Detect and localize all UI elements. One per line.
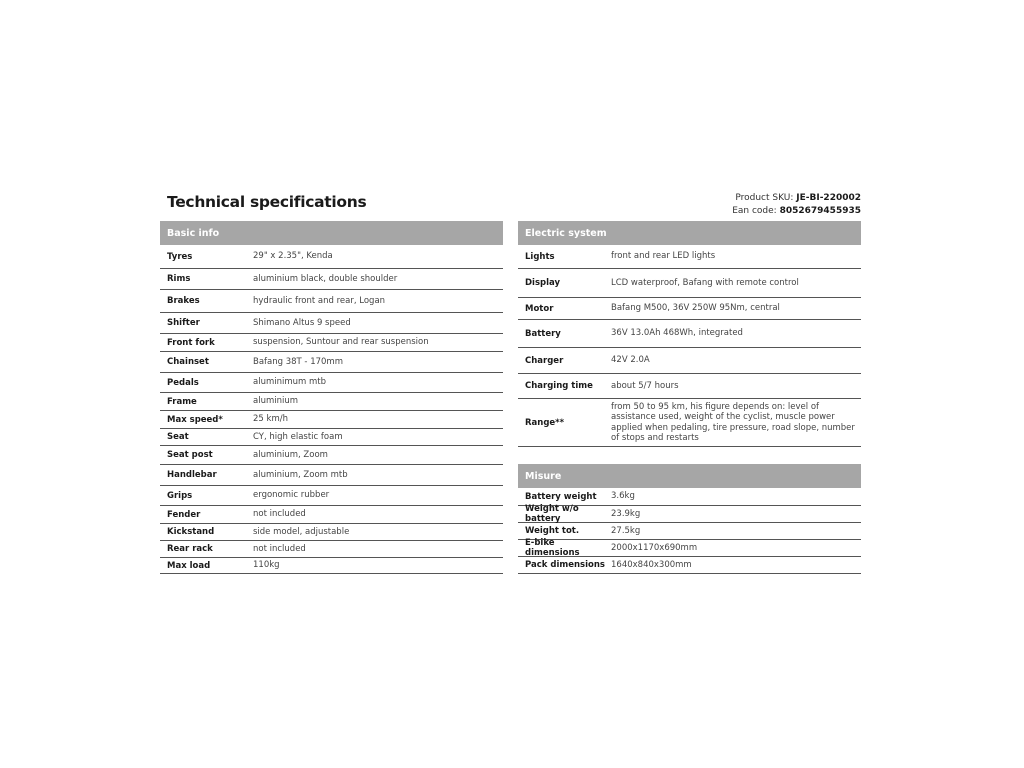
table-row (518, 399, 861, 447)
spec-label: Handlebar (167, 470, 217, 480)
spec-label: Front fork (167, 337, 215, 348)
ean-label: Ean code: (732, 206, 780, 216)
table-row (160, 506, 503, 524)
spec-value: Bafang 38T - 170mm (253, 356, 343, 367)
spec-value: suspension, Suntour and rear suspension (253, 337, 429, 348)
spec-value: 42V 2.0A (611, 355, 650, 366)
table-row (518, 269, 861, 298)
spec-value: LCD waterproof, Bafang with remote control (611, 277, 799, 288)
spec-label: Weight w/o battery (525, 504, 579, 524)
spec-value: from 50 to 95 km, his figure depends on: level of assistance used, weight of the cyclist, muscle power applied when pedaling, tire pressure, road slope, number of stops and restarts (611, 401, 855, 443)
spec-value: 2000x1170x690mm (611, 542, 698, 553)
spec-value: ergonomic rubber (253, 490, 330, 501)
table-row (518, 557, 861, 574)
table-row (160, 411, 503, 429)
basic-info-table (160, 221, 503, 574)
spec-label: Rims (167, 274, 191, 284)
spec-label: E-bike dimensions (525, 538, 580, 558)
misure-table (518, 464, 861, 574)
spec-label: Charger (525, 355, 564, 366)
spec-label: Seat post (167, 450, 213, 460)
ean-value: 8052679455935 (779, 206, 861, 216)
table-row (518, 540, 861, 557)
spec-value: 3.6kg (611, 491, 635, 502)
spec-label: Fender (167, 509, 201, 520)
table-row (160, 313, 503, 334)
table-row (160, 373, 503, 393)
spec-value: aluminium black, double shoulder (253, 273, 398, 284)
table-row (518, 245, 861, 269)
misure-header: Misure (518, 464, 861, 488)
spec-label: Charging time (525, 381, 593, 391)
spec-label: Pedals (167, 377, 199, 388)
table-row (160, 486, 503, 506)
spec-value: 23.9kg (611, 508, 641, 519)
table-row (160, 290, 503, 313)
basic-info-header: Basic info (160, 221, 503, 245)
spec-label: Frame (167, 396, 197, 407)
spec-value: Shimano Altus 9 speed (253, 317, 351, 328)
spec-value: Bafang M500, 36V 250W 95Nm, central (611, 303, 780, 314)
spec-label: Motor (525, 303, 554, 314)
table-row (518, 320, 861, 348)
spec-label: Max load (167, 560, 211, 571)
spec-label: Battery weight (525, 491, 597, 502)
table-row (518, 298, 861, 320)
spec-label: Kickstand (167, 527, 215, 537)
spec-value: side model, adjustable (253, 526, 350, 537)
spec-label: Grips (167, 490, 193, 501)
table-row (518, 506, 861, 523)
table-row (160, 541, 503, 558)
spec-value: about 5/7 hours (611, 380, 679, 391)
ean-line (732, 205, 861, 218)
table-row (518, 348, 861, 374)
electric-system-header: Electric system (518, 221, 861, 245)
spec-value: 36V 13.0Ah 468Wh, integrated (611, 328, 743, 339)
table-row (160, 393, 503, 411)
spec-label: Chainset (167, 357, 209, 367)
spec-value: aluminium, Zoom mtb (253, 469, 348, 480)
spec-label: Tyres (167, 251, 193, 262)
spec-label: Shifter (167, 318, 200, 328)
spec-value: 27.5kg (611, 525, 641, 536)
spec-label: Display (525, 278, 561, 288)
product-codes (732, 192, 861, 218)
spec-label: Range** (525, 417, 565, 428)
spec-label: Seat (167, 432, 189, 442)
page-title: Technical specifications (167, 193, 367, 211)
spec-value: aluminimum mtb (253, 377, 327, 388)
sku-value: JE-BI-220002 (796, 193, 861, 203)
spec-label: Brakes (167, 296, 200, 306)
table-row (160, 352, 503, 373)
table-row (160, 446, 503, 465)
spec-value: front and rear LED lights (611, 251, 716, 262)
spec-value: aluminium (253, 396, 299, 407)
spec-label: Max speed* (167, 414, 223, 425)
electric-system-table (518, 221, 861, 447)
spec-value: 29" x 2.35", Kenda (253, 251, 333, 262)
spec-value: not included (253, 509, 306, 520)
spec-value: 110kg (253, 560, 280, 571)
spec-label: Weight tot. (525, 526, 580, 536)
spec-value: hydraulic front and rear, Logan (253, 295, 386, 306)
table-row (160, 558, 503, 574)
spec-label: Rear rack (167, 544, 213, 554)
spec-value: 25 km/h (253, 414, 288, 425)
table-row (160, 245, 503, 269)
table-row (160, 269, 503, 290)
table-row (518, 374, 861, 399)
spec-label: Battery (525, 328, 561, 339)
sku-label: Product SKU: (735, 193, 797, 203)
table-row (160, 429, 503, 446)
sku-line (732, 192, 861, 205)
spec-value: not included (253, 543, 306, 554)
spec-label: Pack dimensions (525, 560, 605, 570)
spec-value: CY, high elastic foam (253, 431, 343, 442)
table-row (160, 334, 503, 352)
table-row (160, 465, 503, 486)
table-row (160, 524, 503, 541)
spec-value: aluminium, Zoom (253, 449, 328, 460)
spec-label: Lights (525, 251, 555, 262)
spec-value: 1640x840x300mm (611, 559, 692, 570)
